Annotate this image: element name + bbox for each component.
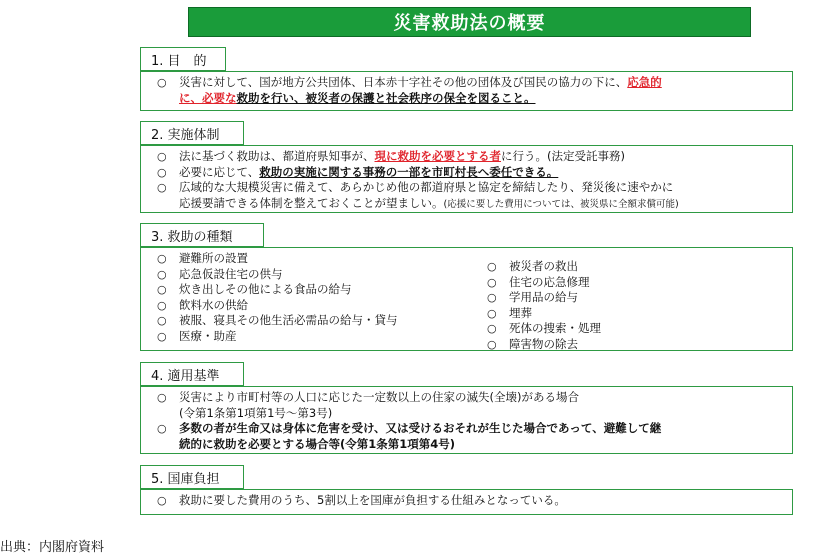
section-heading-criteria [140, 362, 244, 386]
section-body-system [140, 145, 793, 213]
section-body-funding [140, 489, 793, 515]
section-body-types [140, 247, 793, 351]
item-emphasis: 現に救助を必要とする者 [374, 149, 501, 163]
list-item [157, 298, 487, 314]
item-text: 救助に要した費用のうち、5割以上を国庫が負担する仕組みとなっている。 [179, 493, 566, 507]
list-item [157, 267, 487, 283]
bullet-icon: ○ [157, 267, 167, 281]
bullet-icon: ○ [487, 306, 497, 320]
relief-type: 炊き出しその他による食品の給与 [179, 282, 352, 297]
item-text: 続的に救助を必要とする場合等(令第1条第1項第4号) [179, 436, 456, 451]
purpose-text-2: 救助を行い、被災者の保護と社会秩序の保全を図ること。 [236, 90, 536, 105]
section-heading-funding [140, 465, 244, 489]
purpose-emphasis-2: に、必要な [179, 90, 237, 105]
relief-type: 避難所の設置 [179, 251, 248, 265]
bullet-icon: ○ [487, 291, 497, 305]
bullet-icon [157, 196, 179, 213]
relief-type: 飲料水の供給 [179, 297, 248, 312]
list-item [157, 329, 487, 345]
list-item [487, 290, 601, 306]
bullet-icon: ○ [157, 314, 167, 328]
list-item [157, 390, 784, 421]
section-heading-label: 2. 実施体制 [151, 127, 220, 143]
bullet-icon: ○ [157, 76, 167, 89]
bullet-icon: ○ [157, 181, 167, 195]
bullet-icon: ○ [157, 252, 167, 265]
purpose-emphasis-1: 応急的 [627, 75, 662, 89]
section-heading-purpose [140, 47, 226, 71]
item-text: 法に基づく救助は、都道府県知事が、 [179, 149, 375, 163]
bullet-icon: ○ [157, 150, 167, 163]
relief-type: 応急仮設住宅の供与 [179, 266, 283, 281]
types-right-list [487, 251, 601, 353]
list-item [157, 493, 784, 509]
bullet-icon: ○ [157, 165, 167, 179]
section-heading-types [140, 223, 264, 247]
list-item [157, 421, 784, 452]
item-text: 広域的な大規模災害に備えて、あらかじめ他の都道府県と協定を締結したり、発災後に速やかに [179, 180, 674, 195]
bullet-icon: ○ [487, 275, 497, 289]
item-text: に行う。(法定受託事務) [501, 149, 625, 163]
list-item [157, 149, 784, 165]
section-body-purpose [140, 71, 793, 111]
list-item [487, 321, 601, 337]
list-item [157, 196, 784, 213]
item-text: (令第1条第1項第1号～第3号) [179, 405, 333, 420]
relief-type: 死体の捜索・処理 [509, 321, 601, 336]
item-text: 多数の者が生命又は身体に危害を受け、又は受けるおそれが生じた場合であって、避難して継 [179, 421, 662, 436]
section-heading-system [140, 121, 244, 145]
bullet-icon: ○ [157, 391, 167, 404]
purpose-text-1: 災害に対して、国が地方公共団体、日本赤十字社その他の団体及び国民の協力の下に、 [179, 75, 628, 89]
bullet-icon: ○ [157, 298, 167, 312]
bullet-icon: ○ [157, 329, 167, 343]
list-item [157, 251, 487, 267]
section-heading-label: 5. 国庫負担 [151, 471, 220, 487]
item-note: (応援に要した費用については、被災県に全額求償可能) [443, 198, 679, 210]
relief-type: 学用品の給与 [509, 290, 578, 305]
list-item [157, 180, 784, 196]
list-item [487, 259, 601, 275]
list-item [157, 75, 784, 106]
item-text: 応援要請できる体制を整えておくことが望ましい。 [179, 195, 444, 210]
list-item [157, 165, 784, 181]
list-item [157, 282, 487, 298]
bullet-icon: ○ [487, 322, 497, 336]
section-heading-label: 1. 目 的 [151, 53, 207, 69]
relief-type: 被服、寝具その他生活必需品の給与・貸与 [179, 313, 398, 328]
list-item [487, 275, 601, 291]
relief-type: 被災者の救出 [509, 259, 578, 273]
source-note: 出典：内閣府資料 [0, 540, 105, 555]
item-emphasis: 救助の実施に関する事務の一部を市町村長へ委任できる。 [259, 164, 559, 179]
list-item [487, 306, 601, 322]
section-body-criteria [140, 386, 793, 454]
bullet-icon: ○ [157, 283, 167, 297]
item-text: 必要に応じて、 [179, 164, 260, 179]
bullet-icon: ○ [487, 260, 497, 273]
types-left-list [157, 251, 487, 353]
relief-type: 埋葬 [509, 305, 532, 320]
relief-type: 住宅の応急修理 [509, 274, 590, 289]
page-title: 災害救助法の概要 [188, 7, 751, 37]
section-heading-label: 3. 救助の種類 [151, 229, 233, 245]
relief-type: 障害物の除去 [509, 336, 578, 351]
bullet-icon: ○ [487, 337, 497, 351]
list-item [157, 313, 487, 329]
section-heading-label: 4. 適用基準 [151, 368, 220, 384]
item-text: 災害により市町村等の人口に応じた一定数以上の住家の滅失(全壊)がある場合 [179, 390, 579, 404]
bullet-icon: ○ [157, 422, 167, 436]
list-item [487, 337, 601, 353]
bullet-icon: ○ [157, 494, 167, 507]
relief-type: 医療・助産 [179, 328, 237, 343]
